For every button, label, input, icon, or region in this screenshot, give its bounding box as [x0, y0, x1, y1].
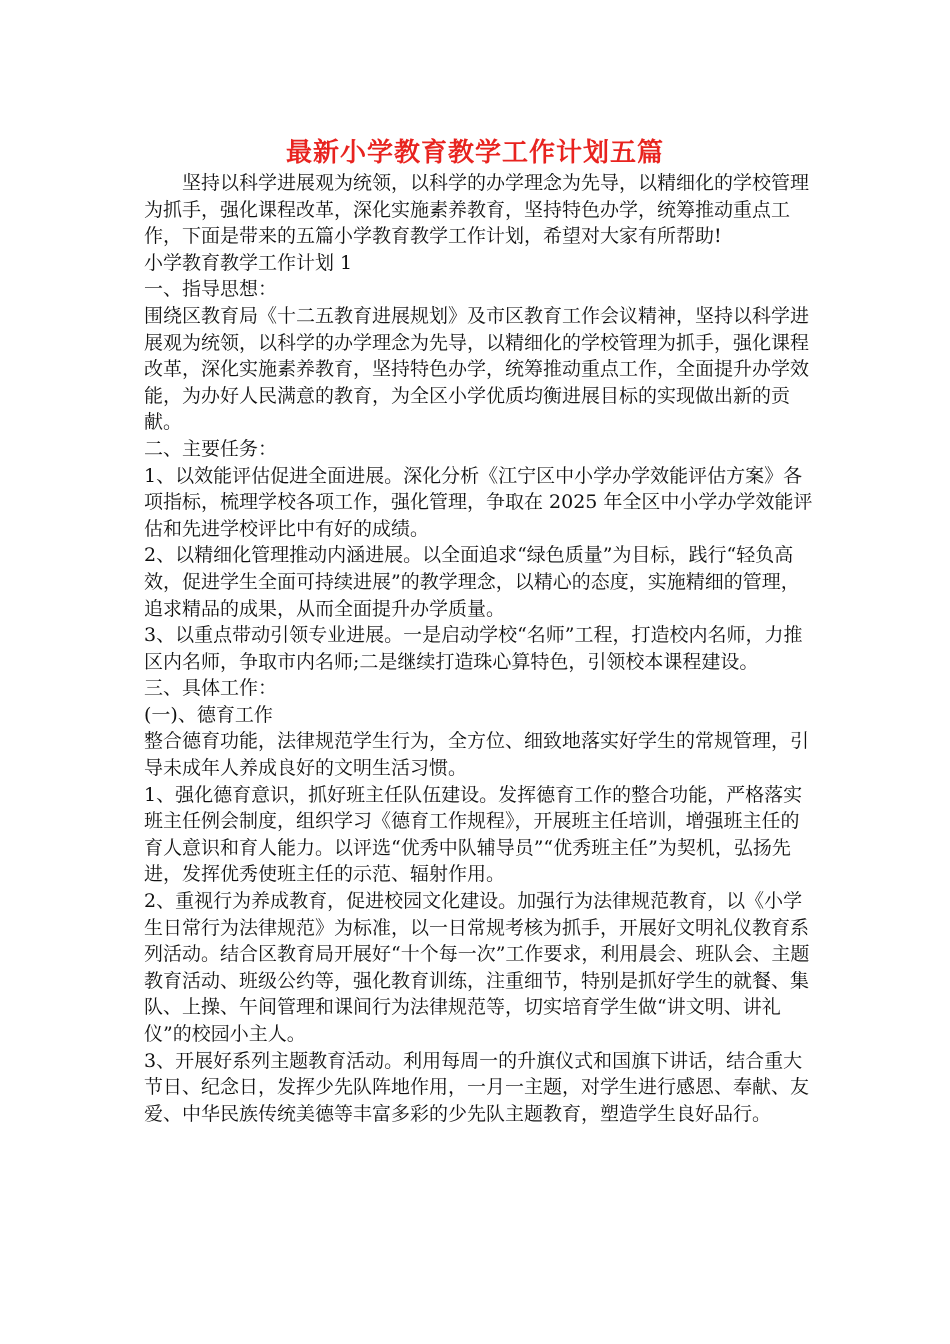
- document-body: [144, 170, 814, 1127]
- body-paragraph: 3、开展好系列主题教育活动。利用每周一的升旗仪式和国旗下讲话，结合重大节日、纪念日，发挥少先队阵地作用，一月一主题，对学生进行感恩、奉献、友爱、中华民族传统美德等丰富多彩的少先队主题教育，塑造学生良好品行。: [144, 1049, 810, 1125]
- plan-heading: 小学教育教学工作计划 1: [144, 251, 353, 274]
- intro-paragraph: 坚持以科学进展观为统领，以科学的办学理念为先导，以精细化的学校管理为抓手，强化课程改革，深化实施素养教育，坚持特色办学，统筹推动重点工作，下面是带来的五篇小学教育教学工作计划，希望对大家有所帮助!: [144, 172, 810, 248]
- body-paragraph: 1、强化德育意识，抓好班主任队伍建设。发挥德育工作的整合功能，严格落实班主任例会制度，组织学习《德育工作规程》，开展班主任培训，增强班主任的育人意识和育人能力。以评选“优秀中队辅导员”“优秀班主任”为契机，弘扬先进，发挥优秀使班主任的示范、辐射作用。: [144, 783, 803, 886]
- body-paragraph: 3、以重点带动引领专业进展。一是启动学校“名师”工程，打造校内名师，力推区内名师，争取市内名师;二是继续打造珠心算特色，引领校本课程建设。: [144, 624, 803, 673]
- body-paragraph: 1、以效能评估促进全面进展。深化分析《江宁区中小学办学效能评估方案》各项指标，梳理学校各项工作，强化管理，争取在 2025 年全区中小学办学效能评估和先进学校评比中有好的成绩。: [144, 464, 813, 540]
- section-heading: 三、具体工作：: [144, 677, 278, 700]
- document-title: 最新小学教育教学工作计划五篇: [285, 138, 664, 168]
- body-paragraph: 2、重视行为养成教育，促进校园文化建设。加强行为法律规范教育，以《小学生日常行为法律规范》为标准，以一日常规考核为抓手，开展好文明礼仪教育系列活动。结合区教育局开展好“十个每一次”工作要求，利用晨会、班队会、主题教育活动、班级公约等，强化教育训练，注重细节，特别是抓好学生的就餐、集队、上操、午间管理和课间行为法律规范等，切实培育学生做“讲文明、讲礼仪”的校园小主人。: [144, 890, 810, 1045]
- section-heading: 二、主要任务：: [144, 437, 278, 460]
- section-heading: 一、指导思想：: [144, 278, 278, 301]
- body-paragraph: 围绕区教育局《十二五教育进展规划》及市区教育工作会议精神，坚持以科学进展观为统领，以科学的办学理念为先导，以精细化的学校管理为抓手，强化课程改革，深化实施素养教育，坚持特色办学，统筹推动重点工作，全面提升办学效能，为办好人民满意的教育，为全区小学优质均衡进展目标的实现做出新的贡献。: [144, 304, 810, 434]
- subsection-heading: (一)、德育工作: [144, 703, 273, 726]
- body-paragraph: 2、以精细化管理推动内涵进展。以全面追求“绿色质量”为目标，践行“轻负高效，促进学生全面可持续进展”的教学理念，以精心的态度，实施精细的管理，追求精品的成果，从而全面提升办学质量。: [144, 544, 800, 620]
- body-paragraph: 整合德育功能，法律规范学生行为，全方位、细致地落实好学生的常规管理，引导未成年人养成良好的文明生活习惯。: [144, 730, 810, 780]
